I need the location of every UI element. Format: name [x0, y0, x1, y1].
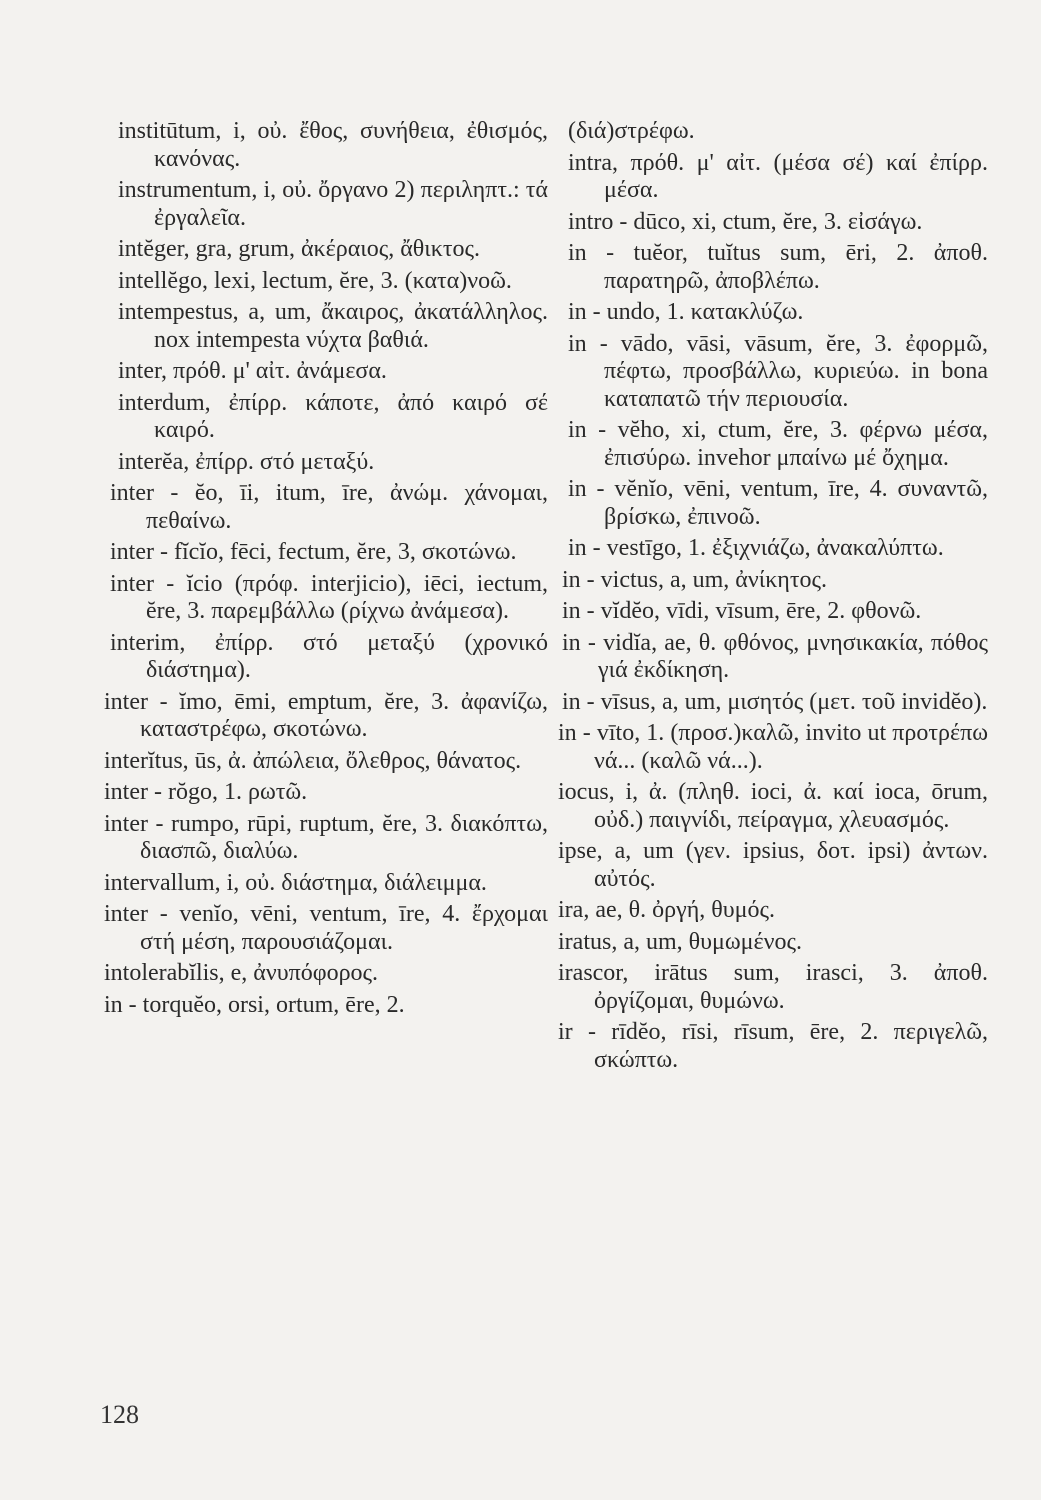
dictionary-entry: in - vādo, vāsi, vāsum, ĕre, 3. ἐφορμῶ, πέφτω, προσβάλλω, κυριεύω. in bona καταπατῶ τήν περιουσία. [568, 330, 988, 412]
dictionary-entry: intolerabĭlis, e, ἀνυπόφορος. [104, 960, 379, 986]
dictionary-entry: interdum, ἐπίρρ. κάποτε, ἀπό καιρό σέ καιρό. [118, 389, 548, 443]
dictionary-entry: in - undo, 1. κατακλύζω. [568, 299, 804, 325]
dictionary-entry: in - vĕho, xi, ctum, ĕre, 3. φέρνω μέσα, ἐπισύρω. invehor μπαίνω μέ ὄχημα. [568, 417, 988, 471]
dictionary-entry: iocus, i, ἀ. (πληθ. ioci, ἀ. καί ioca, ōrum, οὐδ.) παιγνίδι, πείραγμα, χλευασμός. [558, 779, 988, 833]
dictionary-entry: inter - ĕo, īi, itum, īre, ἀνώμ. χάνομαι, πεθαίνω. [110, 480, 548, 534]
dictionary-entry: in - vidĭa, ae, θ. φθόνος, μνησικακία, πόθος γιά ἐκδίκηση. [562, 629, 988, 683]
dictionary-entry: in - vīto, 1. (προσ.)καλῶ, invito ut προτρέπω νά... (καλῶ νά...). [558, 720, 988, 774]
dictionary-entry: inter - fĭcĭo, fēci, fectum, ĕre, 3, σκοτώνω. [110, 539, 517, 565]
dictionary-entry: (διά)στρέφω. [568, 118, 695, 144]
dictionary-entry: ir - rīdĕo, rīsi, rīsum, ēre, 2. περιγελῶ, σκώπτω. [558, 1019, 988, 1073]
dictionary-entry: inter - ĭmo, ēmi, emptum, ĕre, 3. ἀφανίζω, καταστρέφω, σκοτώνω. [104, 688, 548, 742]
left-column [104, 118, 548, 1023]
dictionary-entry: in - torquĕo, orsi, ortum, ēre, 2. [104, 991, 405, 1018]
dictionary-entry: irascor, irātus sum, irasci, 3. ἀποθ. ὀργίζομαι, θυμώνω. [558, 960, 988, 1014]
dictionary-entry: in - vĕnĭo, vēni, ventum, īre, 4. συναντῶ, βρίσκω, ἐπινοῶ. [568, 476, 988, 530]
dictionary-entry: ira, ae, θ. ὀργή, θυμός. [558, 897, 775, 923]
dictionary-entry: ipse, a, um (γεν. ipsius, δοτ. ipsi) ἀντων. αὐτός. [558, 838, 988, 892]
dictionary-entry: in - vīsus, a, um, μισητός (μετ. τοῦ invidĕo). [562, 688, 988, 715]
dictionary-entry: intĕger, gra, grum, ἀκέραιος, ἄθικτος. [118, 236, 481, 262]
dictionary-entry: instrumentum, i, οὐ. ὄργανο 2) περιληπτ.: τά ἐργαλεῖα. [118, 177, 548, 231]
right-column [558, 118, 988, 1078]
dictionary-entry: in - vestīgo, 1. ἐξιχνιάζω, ἀνακαλύπτω. [568, 535, 944, 561]
dictionary-entry: institūtum, i, οὐ. ἔθος, συνήθεια, ἐθισμός, κανόνας. [118, 118, 548, 172]
dictionary-entry: intellĕgo, lexi, lectum, ĕre, 3. (κατα)νοῶ. [118, 267, 512, 294]
dictionary-entry: iratus, a, um, θυμωμένος. [558, 928, 802, 955]
page-number: 128 [100, 1400, 139, 1429]
dictionary-entry: in - vĭdĕo, vīdi, vīsum, ēre, 2. φθονῶ. [562, 598, 922, 624]
dictionary-entry: intempestus, a, um, ἄκαιρος, ἀκατάλληλος. nox intempesta νύχτα βαθιά. [118, 299, 548, 353]
dictionary-entry: interĭtus, ūs, ἀ. ἀπώλεια, ὄλεθρος, θάνατος. [104, 747, 522, 774]
dictionary-entry: in - tuĕor, tuĭtus sum, ēri, 2. ἀποθ. παρατηρῶ, ἀποβλέπω. [568, 240, 988, 294]
dictionary-entry: intra, πρόθ. μ' αἰτ. (μέσα σέ) καί ἐπίρρ. μέσα. [568, 149, 988, 203]
dictionary-entry: interim, ἐπίρρ. στό μεταξύ (χρονικό διάστημα). [110, 629, 548, 683]
dictionary-entry: inter - venĭo, vēni, ventum, īre, 4. ἔρχομαι στή μέση, παρουσιάζομαι. [104, 901, 548, 955]
dictionary-entry: in - victus, a, um, ἀνίκητος. [562, 566, 827, 593]
dictionary-entry: inter - rŏgo, 1. ρωτῶ. [104, 779, 308, 805]
dictionary-entry: inter, πρόθ. μ' αἰτ. ἀνάμεσα. [118, 358, 387, 384]
dictionary-entry: inter - ĭcio (πρόφ. interjicio), iēci, iectum, ĕre, 3. παρεμβάλλω (ρίχνω ἀνάμεσα). [110, 570, 548, 624]
dictionary-entry: intervallum, i, οὐ. διάστημα, διάλειμμα. [104, 869, 487, 896]
dictionary-entry: interĕa, ἐπίρρ. στό μεταξύ. [118, 448, 375, 475]
dictionary-entry: inter - rumpo, rūpi, ruptum, ĕre, 3. διακόπτω, διασπῶ, διαλύω. [104, 810, 548, 864]
dictionary-entry: intro - dūco, xi, ctum, ĕre, 3. εἰσάγω. [568, 208, 923, 235]
